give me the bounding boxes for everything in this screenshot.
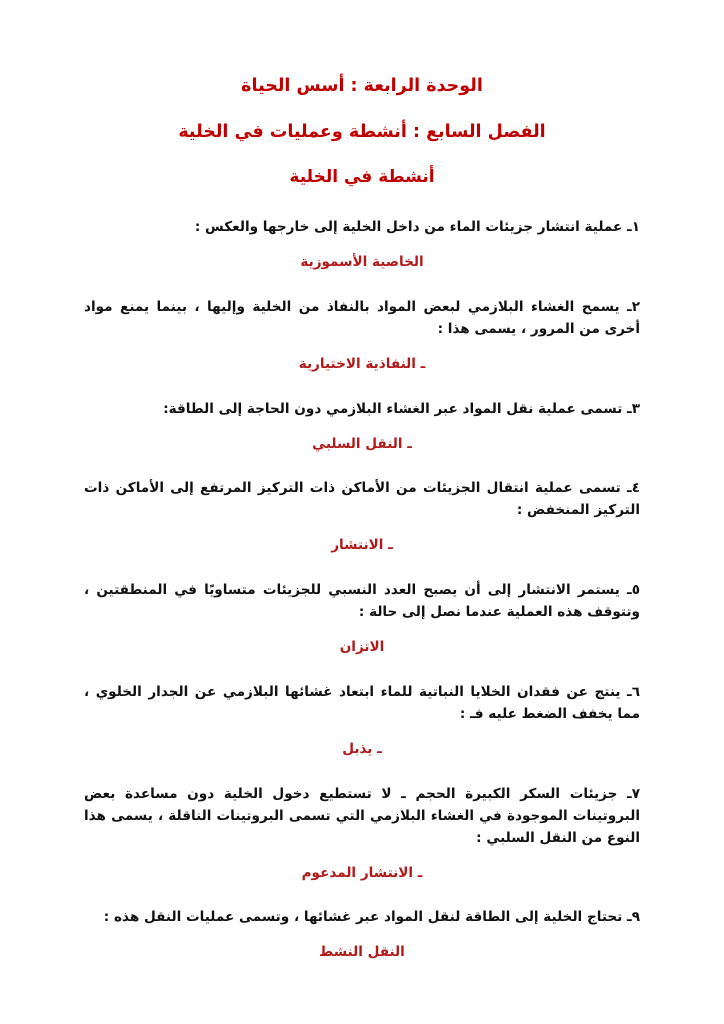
question-text: ٦ـ ينتج عن فقدان الخلايا النباتية للماء ابتعاد غشائها البلازمي عن الجدار الخلوي ، مما يخفف الضغط عليه فـ : xyxy=(84,683,640,722)
question-text: ٥ـ يستمر الانتشار إلى أن يصبح العدد النسبي للجزيئات متساويًا في المنطقتين ، وتتوقف هذه العملية عندما نصل إلى حالة : xyxy=(84,582,640,621)
answer-text: الاتزان xyxy=(339,639,385,656)
answer-text: ـ النفاذية الاختيارية xyxy=(298,355,426,372)
answer-text: الخاصية الأسموزية xyxy=(300,254,424,271)
qa-item xyxy=(84,783,640,885)
qa-item xyxy=(84,477,640,557)
unit-title: الوحدة الرابعة : أسس الحياة xyxy=(241,76,483,96)
answer-text: ـ الانتشار xyxy=(331,537,393,554)
question-text: ٢ـ يسمح الغشاء البلازمي لبعض المواد بالنفاذ من الخلية وإليها ، بينما يمنع مواد أخرى من المرور ، يسمى هذا : xyxy=(84,298,640,337)
qa-item xyxy=(84,906,640,964)
chapter-title: الفصل السابع : أنشطة وعمليات في الخلية xyxy=(178,121,546,142)
qa-item xyxy=(84,681,640,761)
header-group xyxy=(84,0,640,186)
answer-text: ـ يذبل xyxy=(342,740,382,757)
section-title: أنشطة في الخلية xyxy=(289,167,435,187)
answer-text: ـ الانتشار المدعوم xyxy=(301,864,423,881)
question-text: ٣ـ تسمى عملية نقل المواد عبر الغشاء البلازمي دون الحاجة إلى الطاقة: xyxy=(163,400,640,417)
question-answer-list xyxy=(84,216,640,964)
qa-item xyxy=(84,216,640,274)
qa-item xyxy=(84,296,640,376)
qa-item xyxy=(84,579,640,659)
question-text: ٩ـ تحتاج الخلية إلى الطاقة لنقل المواد عبر غشائها ، وتسمى عمليات النقل هذه : xyxy=(103,909,640,926)
answer-text: ـ النقل السلبي xyxy=(312,435,412,452)
question-text: ٧ـ جزيئات السكر الكبيرة الحجم ـ لا تستطيع دخول الخلية دون مساعدة بعض البروتينات الموجودة في الغشاء البلازمي التي تسمى البروتينات الناقلة ، يسمى هذا النوع من النقل السلبي : xyxy=(84,785,640,846)
question-text: ٤ـ تسمى عملية انتقال الجزيئات من الأماكن ذات التركيز المرتفع إلى الأماكن ذات التركيز المنخفض : xyxy=(84,480,640,519)
qa-item xyxy=(84,398,640,456)
question-text: ١ـ عملية انتشار جزيئات الماء من داخل الخلية إلى خارجها والعكس : xyxy=(194,219,640,235)
answer-text: النقل النشط xyxy=(319,944,405,961)
